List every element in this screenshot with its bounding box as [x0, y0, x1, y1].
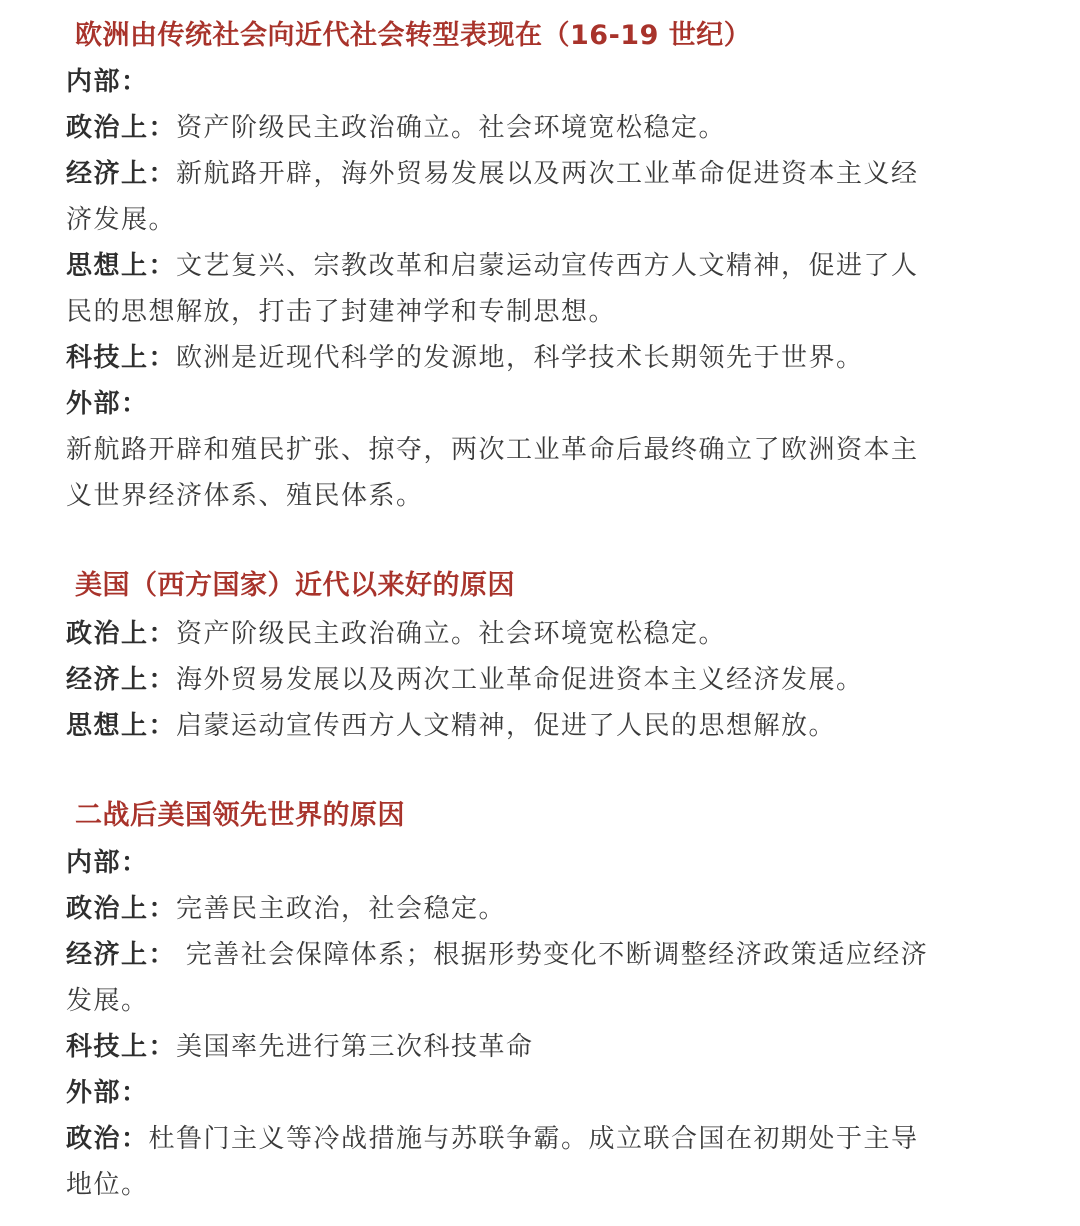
economy-text: 海外贸易发展以及两次工业革命促进资本主义经济发展。: [176, 665, 864, 695]
politics-text: 完善民主政治，社会稳定。: [176, 894, 507, 924]
section-1-economy-line: [66, 151, 1016, 197]
section-1-external-heading: [66, 381, 1016, 427]
external-politics-label: 政治：: [66, 1124, 149, 1154]
section-3-external-politics-line-2: [66, 1162, 1016, 1208]
politics-label: 政治上：: [66, 619, 177, 649]
section-3-title: 二战后美国领先世界的原因: [75, 800, 405, 831]
section-3-economy-line-2: [66, 978, 1016, 1024]
thought-label: 思想上：: [66, 251, 177, 281]
tech-text: 欧洲是近现代科学的发源地，科学技术长期领先于世界。: [176, 343, 864, 373]
section-2-thought-line: [66, 703, 1016, 749]
tech-label: 科技上：: [66, 343, 177, 373]
politics-label: 政治上：: [66, 894, 177, 924]
section-3-tech-line: [66, 1024, 1016, 1070]
thought-text: 文艺复兴、宗教改革和启蒙运动宣传西方人文精神，促进了人: [176, 251, 919, 281]
tech-text: 美国率先进行第三次科技革命: [176, 1032, 534, 1062]
section-1-external-text-line: [66, 427, 1016, 473]
section-3-external-politics-line: [66, 1116, 1016, 1162]
thought-text: 启蒙运动宣传西方人文精神，促进了人民的思想解放。: [176, 711, 837, 741]
section-3-external-heading: [66, 1070, 1016, 1116]
section-1-tech-line: [66, 335, 1016, 381]
economy-text: 完善社会保障体系；根据形势变化不断调整经济政策适应经济: [176, 940, 929, 970]
section-1-thought-line: [66, 243, 1016, 289]
economy-text-continued: 济发展。: [66, 205, 177, 235]
economy-text-continued: 发展。: [66, 986, 149, 1016]
external-label: 外部：: [66, 389, 149, 419]
thought-text-continued: 民的思想解放，打击了封建神学和专制思想。: [66, 297, 617, 327]
external-text-continued: 义世界经济体系、殖民体系。: [66, 481, 424, 511]
section-1-internal-heading: [66, 59, 1016, 105]
internal-label: 内部：: [66, 67, 149, 97]
internal-label: 内部：: [66, 848, 149, 878]
section-1-thought-line-2: [66, 289, 1016, 335]
section-1-title: 欧洲由传统社会向近代社会转型表现在（16-19 世纪）: [75, 20, 752, 51]
section-3-economy-line: [66, 932, 1016, 978]
section-3-politics-line: [66, 886, 1016, 932]
external-politics-text-continued: 地位。: [66, 1170, 149, 1200]
economy-label: 经济上：: [66, 665, 177, 695]
section-2-economy-line: [66, 657, 1016, 703]
section-2-politics-line: [66, 611, 1016, 657]
tech-label: 科技上：: [66, 1032, 177, 1062]
section-1-politics-line: [66, 105, 1016, 151]
thought-label: 思想上：: [66, 711, 177, 741]
external-label: 外部：: [66, 1078, 149, 1108]
politics-label: 政治上：: [66, 113, 177, 143]
economy-text: 新航路开辟，海外贸易发展以及两次工业革命促进资本主义经: [176, 159, 919, 189]
politics-text: 资产阶级民主政治确立。社会环境宽松稳定。: [176, 113, 727, 143]
section-2-title: 美国（西方国家）近代以来好的原因: [75, 570, 515, 601]
politics-text: 资产阶级民主政治确立。社会环境宽松稳定。: [176, 619, 727, 649]
section-1-economy-line-2: [66, 197, 1016, 243]
section-1-external-text-line-2: [66, 473, 1016, 519]
external-text: 新航路开辟和殖民扩张、掠夺，两次工业革命后最终确立了欧洲资本主: [66, 435, 919, 465]
section-3-internal-heading: [66, 840, 1016, 886]
economy-label: 经济上：: [66, 159, 177, 189]
external-politics-text: 杜鲁门主义等冷战措施与苏联争霸。成立联合国在初期处于主导: [148, 1124, 919, 1154]
economy-label: 经济上：: [66, 940, 177, 970]
